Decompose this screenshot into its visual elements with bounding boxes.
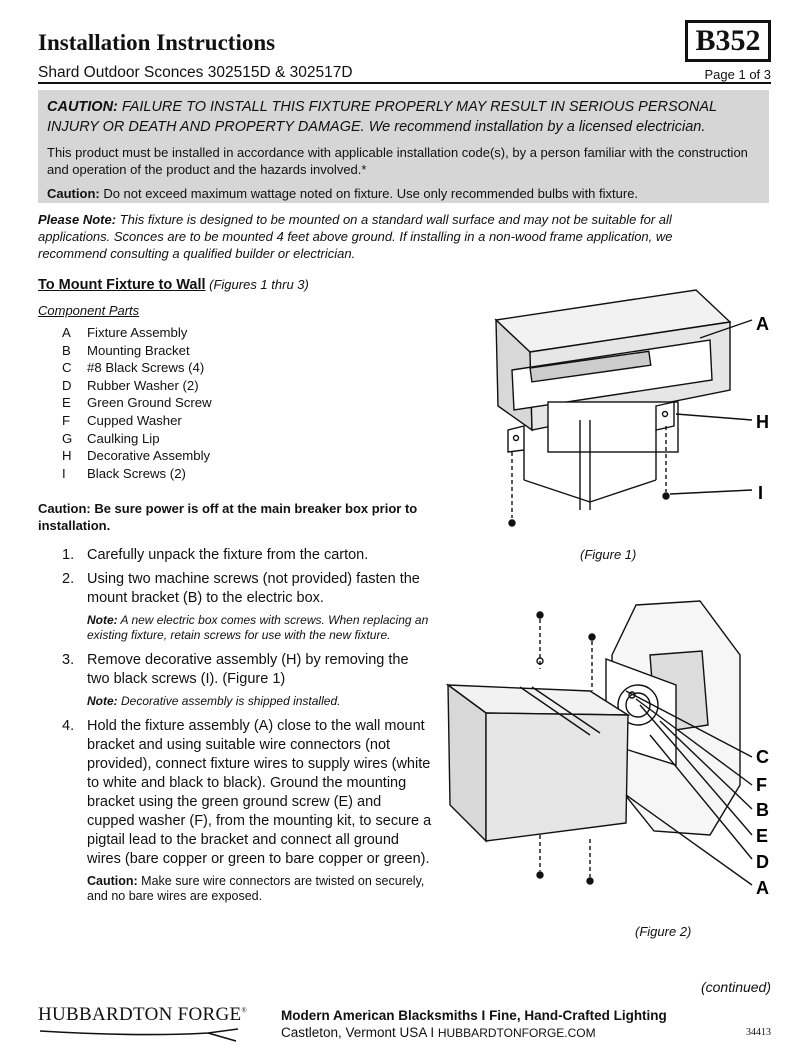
step-text: Remove decorative assembly (H) by removing the two black screws (I). (Figure 1) [87,652,409,687]
logo-mark: ® [241,1006,248,1015]
wattage-text: Do not exceed maximum wattage noted on fixture. Use only recommended bulbs with fixture. [99,186,639,201]
figure-2-caption: (Figure 2) [635,924,692,939]
mount-figref: (Figures 1 thru 3) [205,277,309,292]
list-item [62,343,212,361]
fig2-label-e: E [756,826,769,846]
caution-label: CAUTION: [47,99,118,115]
list-item [62,395,212,413]
part-name: Mounting Bracket [87,342,190,358]
part-name: Black Screws (2) [87,465,186,481]
part-name: #8 Black Screws (4) [87,360,205,376]
step-text: Hold the fixture assembly (A) close to the wall mount bracket and using suitable wire connectors (not provided), connect fixture wires to supply wires (white to white and black to black). Ground the mounting bracket using the green ground screw (E) and cupped washer (F), from the mounting kit, to secure a pigtail lead to the bracket and connect all ground wires (bare copper or green to bare copper or green). [87,718,432,867]
brand-logo [38,1004,247,1026]
part-letter: A [62,325,71,340]
part-letter: H [62,448,72,464]
part-letter: D [62,377,72,393]
page-number: Page 1 of 3 [704,67,771,82]
mount-heading [38,277,309,293]
part-letter: B [62,342,71,358]
note-2 [87,694,432,709]
note-label: Note: [87,694,118,708]
part-name: Rubber Washer (2) [87,377,199,393]
step-4 [62,717,432,869]
please-note-text: This fixture is designed to be mounted on a standard wall surface and may not be suitable for all applications. Sconces are to be mounted 4 feet above ground. If installing in a non-wood frame application, we recommend consulting a qualified builder or electrician. [38,212,673,261]
wattage-label: Caution: [47,186,100,201]
please-note-label: Please Note: [38,212,117,227]
fig2-label-c: C [756,747,769,767]
part-name: Green Ground Screw [87,395,212,411]
part-name: Fixture Assembly [87,325,188,340]
step-number: 1. [62,547,75,563]
steps-list [62,546,432,904]
website-link[interactable]: HUBBARDTONFORGE.COM [437,1026,596,1040]
part-letter: I [62,465,66,481]
code-text: This product must be installed in accordance with applicable installation code(s), by a person familiar with the construction and operation of the product and the hazards involved.* [47,145,748,177]
step-2 [62,570,432,608]
list-item [62,431,212,449]
note-text: A new electric box comes with screws. When replacing an existing fixture, retain screws for use with the new fixture. [87,613,429,642]
list-item [62,413,212,431]
list-item [62,378,212,396]
footer-tagline: Modern American Blacksmiths I Fine, Hand-Crafted Lighting [281,1008,667,1023]
part-name: Decorative Assembly [87,448,211,464]
caution-warning [47,97,760,137]
header-rule [38,82,771,84]
note-1 [87,613,432,643]
page-title: Installation Instructions [38,30,276,55]
wattage-caution [47,185,760,202]
figure-1-caption: (Figure 1) [580,547,637,562]
part-name: Cupped Washer [87,412,182,428]
caution-box [38,90,769,203]
caution-label: Caution: [87,874,138,888]
part-letter: F [62,412,71,428]
parts-list [62,325,212,483]
mount-heading-text: To Mount Fixture to Wall [38,277,206,293]
document-number: 34413 [746,1027,771,1038]
location-text: Castleton, Vermont USA [281,1025,427,1040]
product-subtitle: Shard Outdoor Sconces 302515D & 302517D [38,64,353,81]
fig1-label-i: I [758,483,764,503]
separator: I [426,1025,438,1040]
step-text: Using two machine screws (not provided) fasten the mount bracket (B) to the electric box. [87,571,420,606]
footer-location [281,1025,596,1040]
figure-2-illustration [440,595,780,910]
note-label: Note: [87,613,118,627]
caution-3 [87,874,432,904]
step-1 [62,546,432,565]
power-caution: Caution: Be sure power is off at the main breaker box prior to installation. [38,501,418,533]
logo-text: HUBBARDTON FORGE [38,1004,242,1025]
please-note [38,211,738,262]
note-text: Decorative assembly is shipped installed. [117,694,341,708]
step-number: 3. [62,652,75,668]
step-text: Carefully unpack the fixture from the carton. [87,547,369,563]
list-item [62,325,212,343]
model-badge: B352 [685,20,771,62]
step-number: 2. [62,571,75,587]
part-letter: E [62,395,71,411]
part-letter: C [62,360,72,376]
figure-1-illustration [490,280,780,540]
continued-note: (continued) [700,979,771,995]
caution-warning-text: FAILURE TO INSTALL THIS FIXTURE PROPERLY MAY RESULT IN SERIOUS PERSONAL INJURY OR DEATH AND PROPERTY DAMAGE. We recommend installation by a licensed electrician. [47,99,717,135]
part-letter: G [62,430,73,446]
list-item [62,466,212,484]
fig2-label-d: D [756,852,769,872]
components-heading: Component Parts [38,303,140,318]
step-3 [62,651,432,689]
list-item [62,360,212,378]
fig2-label-b: B [756,800,769,820]
fig2-label-a: A [756,878,769,898]
part-name: Caulking Lip [87,430,160,446]
fig1-label-a: A [756,314,769,334]
fig2-label-f: F [756,775,767,795]
step-number: 4. [62,718,75,734]
logo-swoosh-icon [38,1027,243,1043]
caution-text: Make sure wire connectors are twisted on securely, and no bare wires are exposed. [87,874,425,903]
fig1-label-h: H [756,412,769,432]
list-item [62,448,212,466]
